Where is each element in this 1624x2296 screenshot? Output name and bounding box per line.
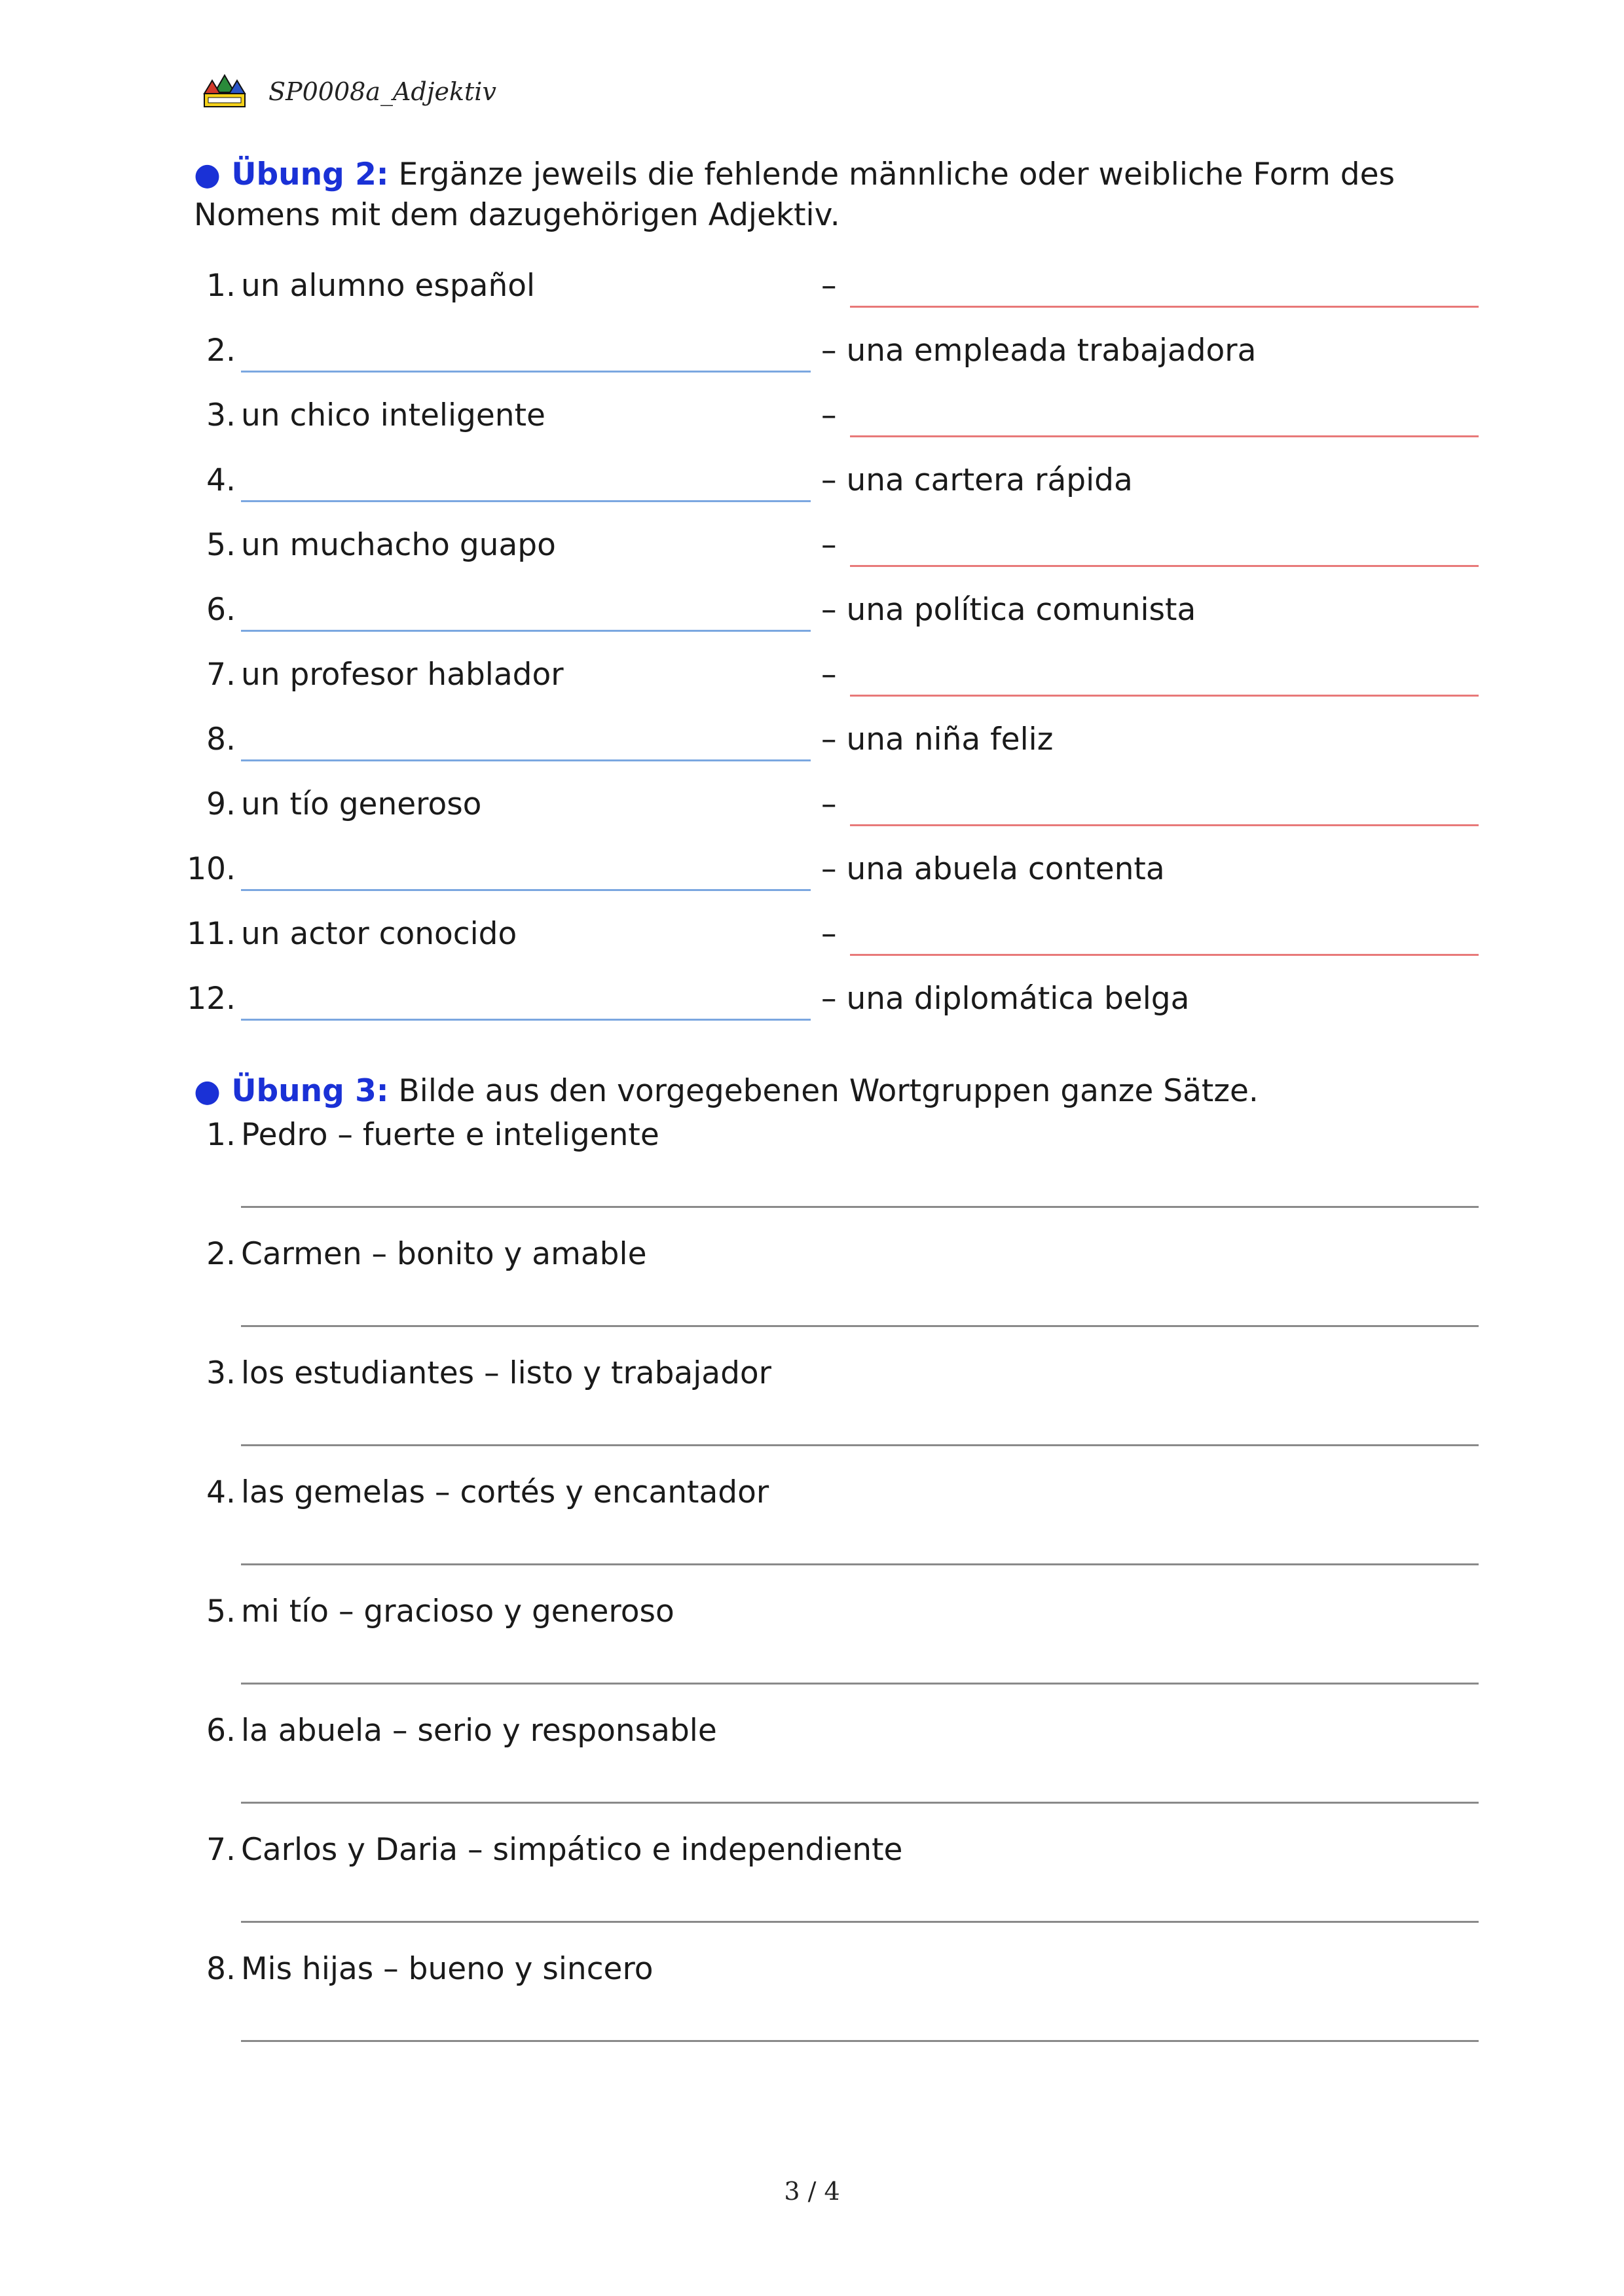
word-group: Pedro – fuerte e inteligente bbox=[241, 1117, 659, 1153]
item-number: 12. bbox=[187, 981, 236, 1017]
exercise-3-item bbox=[0, 1713, 1624, 1758]
dash: – bbox=[821, 916, 837, 952]
exercise-3-item bbox=[0, 1117, 1624, 1163]
answer-blank-masculine[interactable] bbox=[241, 371, 811, 373]
dash: – bbox=[821, 268, 837, 304]
exercise-2-item bbox=[0, 394, 1624, 440]
dash: – bbox=[821, 397, 837, 433]
exercise-2-item bbox=[0, 718, 1624, 764]
exercise-3-instruction bbox=[194, 1071, 1477, 1112]
word-group: los estudiantes – listo y trabajador bbox=[241, 1355, 771, 1391]
answer-line[interactable] bbox=[241, 1683, 1479, 1685]
item-number: 8. bbox=[206, 1951, 236, 1987]
given-phrase: – una abuela contenta bbox=[821, 851, 1165, 887]
answer-blank-feminine[interactable] bbox=[850, 695, 1479, 697]
exercise-3-item bbox=[0, 1832, 1624, 1878]
item-number: 9. bbox=[206, 786, 236, 822]
page-header bbox=[203, 72, 496, 111]
item-number: 3. bbox=[206, 397, 236, 433]
given-phrase: un chico inteligente bbox=[241, 397, 545, 433]
exercise-2-label: ● Übung 2: bbox=[194, 156, 389, 192]
answer-line[interactable] bbox=[241, 1921, 1479, 1923]
answer-blank-masculine[interactable] bbox=[241, 759, 811, 761]
item-number: 2. bbox=[206, 1236, 236, 1272]
given-phrase: un muchacho guapo bbox=[241, 527, 556, 563]
answer-blank-feminine[interactable] bbox=[850, 306, 1479, 308]
item-number: 7. bbox=[206, 657, 236, 693]
given-phrase: – una política comunista bbox=[821, 592, 1196, 628]
item-number: 2. bbox=[206, 333, 236, 369]
answer-line[interactable] bbox=[241, 1802, 1479, 1804]
logo-icon bbox=[203, 74, 246, 109]
item-number: 7. bbox=[206, 1832, 236, 1868]
item-number: 6. bbox=[206, 592, 236, 628]
exercise-2-item bbox=[0, 653, 1624, 699]
item-number: 5. bbox=[206, 527, 236, 563]
answer-line[interactable] bbox=[241, 1563, 1479, 1565]
exercise-3-item bbox=[0, 1355, 1624, 1401]
answer-blank-masculine[interactable] bbox=[241, 1019, 811, 1021]
exercise-2-item bbox=[0, 589, 1624, 634]
word-group: la abuela – serio y responsable bbox=[241, 1713, 717, 1749]
exercise-2-item bbox=[0, 913, 1624, 958]
exercise-3-label: ● Übung 3: bbox=[194, 1073, 389, 1109]
given-phrase: – una cartera rápida bbox=[821, 462, 1133, 498]
item-number: 6. bbox=[206, 1713, 236, 1749]
given-phrase: un tío generoso bbox=[241, 786, 482, 822]
exercise-3-item bbox=[0, 1236, 1624, 1282]
answer-blank-feminine[interactable] bbox=[850, 824, 1479, 826]
answer-blank-masculine[interactable] bbox=[241, 500, 811, 502]
exercise-3-item bbox=[0, 1594, 1624, 1639]
exercise-2-item bbox=[0, 524, 1624, 570]
exercise-2-item bbox=[0, 459, 1624, 505]
exercise-2-instruction bbox=[194, 155, 1477, 236]
given-phrase: – una niña feliz bbox=[821, 721, 1054, 757]
item-number: 4. bbox=[206, 462, 236, 498]
item-number: 11. bbox=[187, 916, 236, 952]
page-number: 3 / 4 bbox=[784, 2177, 840, 2206]
document-code: SP0008a_Adjektiv bbox=[268, 77, 496, 106]
exercise-3-text: Bilde aus den vorgegebenen Wortgruppen ganze Sätze. bbox=[388, 1073, 1259, 1109]
answer-line[interactable] bbox=[241, 1325, 1479, 1327]
exercise-2-text: Ergänze jeweils die fehlende männliche oder weibliche Form des Nomens mit dem dazugehörigen Adjektiv. bbox=[194, 156, 1395, 233]
item-number: 1. bbox=[206, 268, 236, 304]
word-group: Mis hijas – bueno y sincero bbox=[241, 1951, 654, 1987]
exercise-2-item bbox=[0, 977, 1624, 1023]
exercise-2-item bbox=[0, 848, 1624, 894]
item-number: 10. bbox=[187, 851, 236, 887]
answer-blank-feminine[interactable] bbox=[850, 435, 1479, 437]
given-phrase: – una diplomática belga bbox=[821, 981, 1190, 1017]
item-number: 3. bbox=[206, 1355, 236, 1391]
exercise-2-item bbox=[0, 329, 1624, 375]
exercise-3-item bbox=[0, 1951, 1624, 1997]
given-phrase: un profesor hablador bbox=[241, 657, 564, 693]
given-phrase: un alumno español bbox=[241, 268, 536, 304]
answer-blank-feminine[interactable] bbox=[850, 565, 1479, 567]
item-number: 1. bbox=[206, 1117, 236, 1153]
word-group: las gemelas – cortés y encantador bbox=[241, 1474, 769, 1510]
dash: – bbox=[821, 527, 837, 563]
exercise-3-item bbox=[0, 1474, 1624, 1520]
exercise-2-item bbox=[0, 264, 1624, 310]
given-phrase: – una empleada trabajadora bbox=[821, 333, 1257, 369]
item-number: 8. bbox=[206, 721, 236, 757]
answer-blank-masculine[interactable] bbox=[241, 889, 811, 891]
given-phrase: un actor conocido bbox=[241, 916, 517, 952]
answer-blank-masculine[interactable] bbox=[241, 630, 811, 632]
answer-blank-feminine[interactable] bbox=[850, 954, 1479, 956]
word-group: Carmen – bonito y amable bbox=[241, 1236, 647, 1272]
item-number: 4. bbox=[206, 1474, 236, 1510]
exercise-2-item bbox=[0, 783, 1624, 829]
word-group: Carlos y Daria – simpático e independiente bbox=[241, 1832, 903, 1868]
word-group: mi tío – gracioso y generoso bbox=[241, 1594, 674, 1630]
answer-line[interactable] bbox=[241, 2040, 1479, 2042]
answer-line[interactable] bbox=[241, 1444, 1479, 1446]
dash: – bbox=[821, 786, 837, 822]
item-number: 5. bbox=[206, 1594, 236, 1630]
answer-line[interactable] bbox=[241, 1206, 1479, 1208]
dash: – bbox=[821, 657, 837, 693]
